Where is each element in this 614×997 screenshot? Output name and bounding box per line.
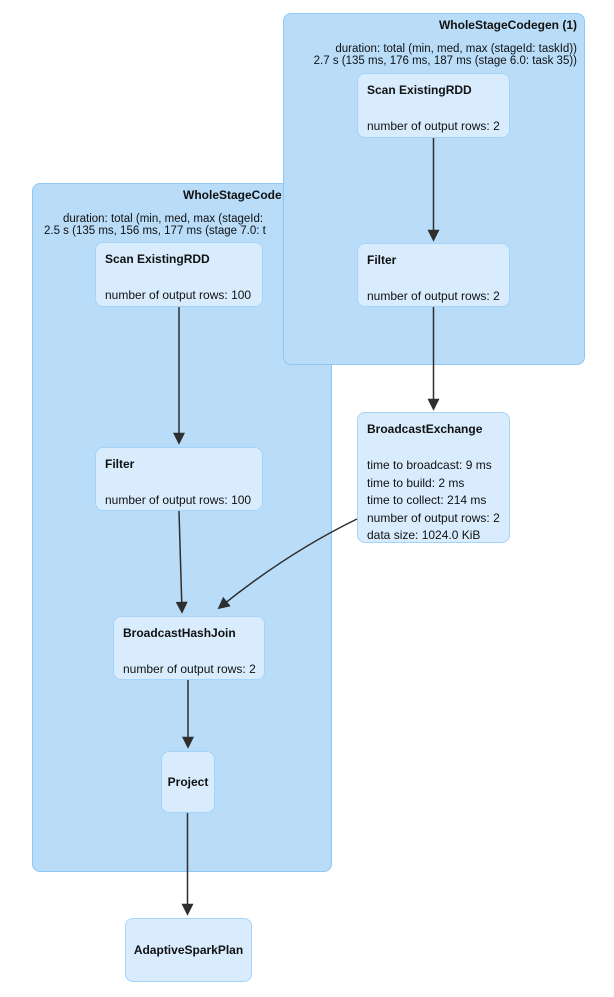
node-scan-existingrdd-1[interactable]: [357, 73, 510, 138]
metric-time-to-collect: time to collect: 214 ms: [367, 493, 487, 507]
node-title: BroadcastHashJoin: [123, 626, 236, 640]
node-scan-existingrdd-2[interactable]: [95, 242, 263, 307]
node-filter-1[interactable]: [357, 243, 510, 307]
node-title: Filter: [367, 253, 397, 267]
node-broadcast-hash-join[interactable]: [113, 616, 265, 680]
node-metric-output-rows: number of output rows: 2: [367, 119, 500, 133]
metric-data-size: data size: 1024.0 KiB: [367, 528, 481, 542]
metric-time-to-broadcast: time to broadcast: 9 ms: [367, 458, 492, 472]
node-project[interactable]: [161, 751, 215, 813]
node-adaptive-spark-plan[interactable]: [125, 918, 252, 982]
node-title: BroadcastExchange: [367, 422, 483, 436]
node-title: Filter: [105, 457, 135, 471]
cluster-1-duration-line1: duration: total (min, med, max (stageId: taskId)): [335, 43, 577, 55]
node-metric-output-rows: number of output rows: 100: [105, 493, 252, 507]
node-metrics-list: [358, 457, 509, 545]
metric-time-to-build: time to build: 2 ms: [367, 475, 465, 490]
node-title: Scan ExistingRDD: [105, 252, 210, 266]
cluster-wholestagecodegen-1: [283, 13, 585, 365]
node-filter-2[interactable]: [95, 447, 263, 511]
cluster-2-duration-line1: duration: total (min, med, max (stageId:: [63, 213, 264, 225]
node-title: AdaptiveSparkPlan: [133, 943, 244, 957]
node-metric-output-rows: number of output rows: 2: [367, 289, 500, 303]
cluster-1-duration-line2: 2.7 s (135 ms, 176 ms, 187 ms (stage 6.0: task 35)): [313, 55, 577, 67]
node-title: Scan ExistingRDD: [367, 83, 472, 97]
cluster-2-title: WholeStageCode: [183, 188, 282, 202]
cluster-1-title: WholeStageCodegen (1): [438, 18, 577, 32]
node-metric-output-rows: number of output rows: 100: [105, 288, 252, 302]
node-metric-output-rows: number of output rows: 2: [123, 662, 256, 676]
cluster-2-duration-line2: 2.5 s (135 ms, 156 ms, 177 ms (stage 7.0: t: [44, 225, 266, 237]
metric-output-rows: number of output rows: 2: [367, 510, 500, 525]
node-title: Project: [167, 775, 209, 789]
node-broadcast-exchange[interactable]: [357, 412, 510, 543]
